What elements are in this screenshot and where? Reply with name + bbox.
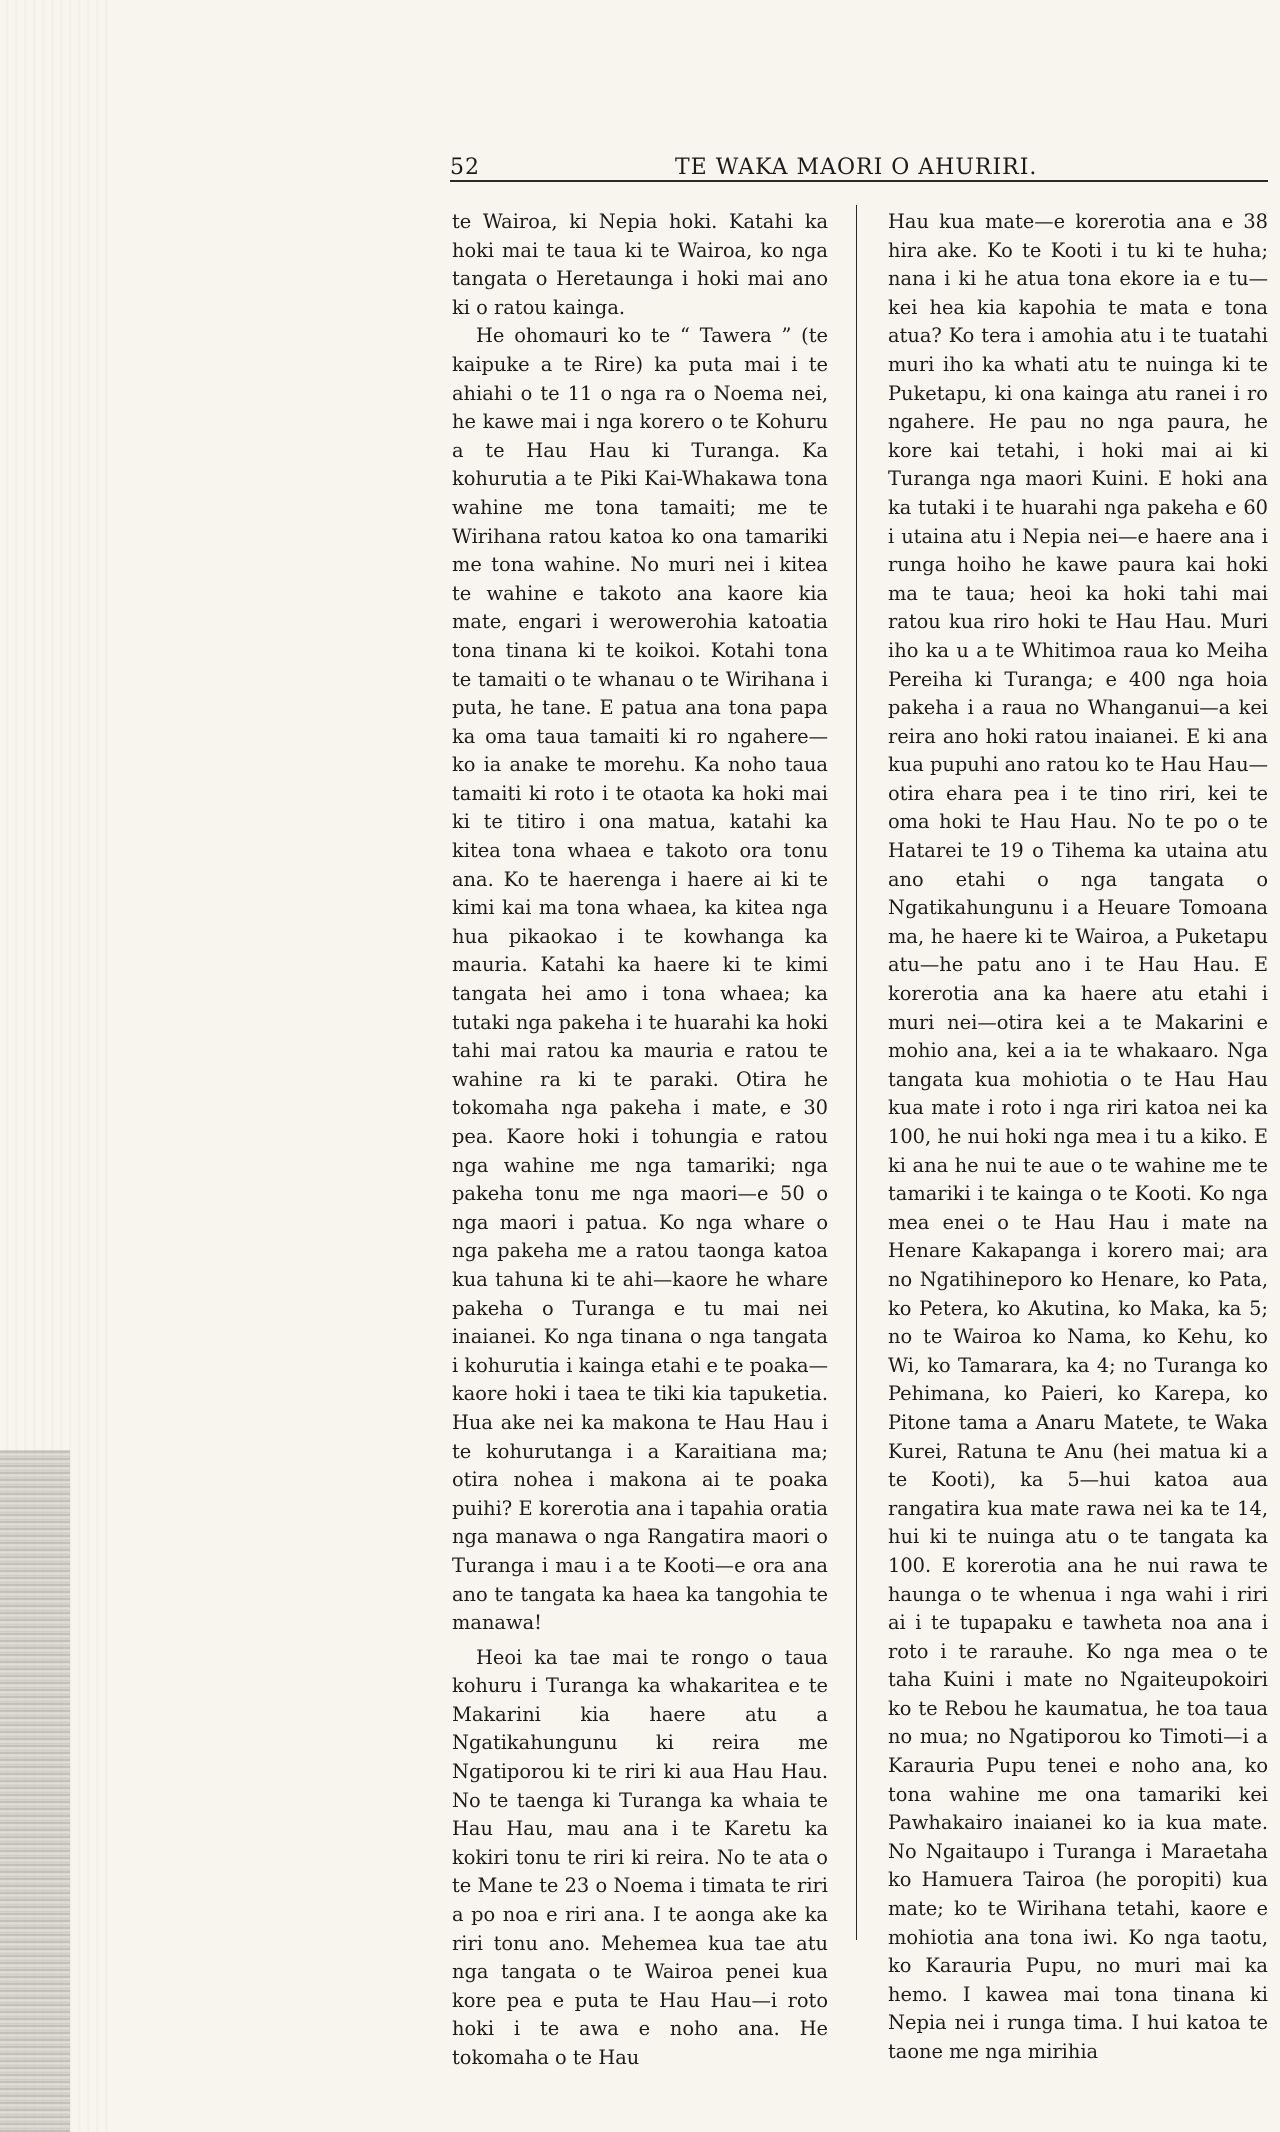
column-divider (856, 205, 857, 1940)
paragraph: te Wairoa, ki Nepia hoki. Katahi ka hoki mai te taua ki te Wairoa, ko nga tangata o Heretaunga i hoki mai ano ki o ratou kainga. (452, 210, 828, 319)
header-rule (450, 180, 1268, 182)
right-column (888, 208, 1268, 2067)
paragraph: He ohomauri ko te “ Tawera ” (te kaipuke a te Rire) ka puta mai i te ahiahi o te 11 o nga ra o Noema nei, he kawe mai i nga korero o te Kohuru a te Hau Hau ki Turanga. Ka kohurutia a te Piki Kai-Whakawa tona wahine me tona tamaiti; me te Wirihana ratou katoa ko ona tamariki me tona wahine. No muri nei i kitea te wahine e takoto ana kaore kia mate, engari i werowerohia katoatia tona tinana ki te koikoi. Kotahi tona te tamaiti o te whanau o te Wirihana i puta, he tane. E patua ana tona papa ka oma taua tamaiti ki ro ngahere—ko ia anake te morehu. Ka noho taua tamaiti ki roto i te otaota ka hoki mai ki te titiro i ona matua, katahi ka kitea tona whaea e takoto ora tonu ana. Ko te haerenga i haere ai ki te kimi kai ma tona whaea, ka kitea nga hua pikaokao i te kowhanga ka mauria. Katahi ka haere ki te kimi tangata hei amo i tona whaea; ka tutaki nga pakeha i te huarahi ka hoki tahi mai ratou ka mauria e ratou te wahine ra ki te paraki. Otira he tokomaha nga pakeha i mate, e 30 pea. Kaore hoki i tohungia e ratou nga wahine me nga tamariki; nga pakeha tonu me nga maori—e 50 o nga maori i patua. Ko nga whare o nga pakeha me a ratou taonga katoa kua tahuna ki te ahi—kaore he whare pakeha o Turanga e tu mai nei inaianei. Ko nga tinana o nga tangata i kohurutia i kainga etahi e te poaka—kaore hoki i taea te tiki kia tapuketia. Hua ake nei ka makona te Hau Hau i te kohurutanga i a Karaitiana ma; otira nohea i makona ai te poaka puihi? E korerotia ana i tapahia oratia nga manawa o nga Rangatira maori o Turanga i mau i a te Kooti—e ora ana ano te tangata ka haea ka tangohia te manawa! (452, 324, 828, 1635)
paragraph: Heoi ka tae mai te rongo o taua kohuru i Turanga ka whakaritea e te Makarini kia haere atu a Ngatikahungunu ki reira me Ngatiporou ki te riri ki aua Hau Hau. No te taenga ki Turanga ka whaia te Hau Hau, mau ana i te Karetu ka kokiri tonu te riri ki reira. No te ata o te Mane te 23 o Noema i timata te riri a po noa e riri ana. I te aonga ake ka riri tonu ano. Mehemea kua tae atu nga tangata o te Wairoa penei kua kore pea e puta te Hau Hau—i roto hoki i te awa e noho ana. He tokomaha o te Hau (452, 1645, 828, 2069)
left-column (452, 208, 828, 2073)
page-number: 52 (450, 155, 480, 180)
running-title: TE WAKA MAORI O AHURIRI. (675, 155, 1038, 180)
paragraph: Hau kua mate—e korerotia ana e 38 hira ake. Ko te Kooti i tu ki te huha; nana i ki he atua tona ekore ia e tu—kei hea kia kapohia te mata e tona atua? Ko tera i amohia atu i te tuatahi muri iho ka whati atu te nuinga ki te Puketapu, ki ona kainga atu ranei i ro ngahere. He pau no nga paura, he kore kai tetahi, i hoki mai ai ki Turanga nga maori Kuini. E hoki ana ka tutaki i te huarahi nga pakeha e 60 i utaina atu i Nepia nei—e haere ana i runga hoiho he kawe paura kai hoki ma te taua; heoi ka hoki tahi mai ratou kua riro hoki te Hau Hau. Muri iho ka u a te Whitimoa raua ko Meiha Pereiha ki Turanga; e 400 nga hoia pakeha i a raua no Whanganui—a kei reira ano hoki ratou inaianei. E ki ana kua pupuhi ano ratou ko te Hau Hau—otira ehara pea i te tino riri, kei te oma hoki te Hau Hau. No te po o te Hatarei te 19 o Tihema ka utaina atu ano etahi o nga tangata o Ngatikahungunu i a Heuare Tomoana ma, he haere ki te Wairoa, a Puketapu atu—he patu ano i te Hau Hau. E korerotia ana ka haere atu etahi i muri nei—otira kei a te Makarini e mohio ana, kei a ia te whakaaro. Nga tangata kua mohiotia o te Hau Hau kua mate i roto i nga riri katoa nei ka 100, he nui hoki nga mea i tu a kiko. E ki ana he nui te aue o te wahine me te tamariki i te kainga o te Kooti. Ko nga mea enei o te Hau Hau i mate na Henare Kakapanga i korero mai; ara no Ngatihineporo ko Henare, ko Pata, ko Petera, ko Akutina, ko Maka, ka 5; no te Wairoa ko Nama, ko Kehu, ko Wi, ko Tamarara, ka 4; no Turanga ko Pehimana, ko Paieri, ko Karepa, ko Pitone tama a Anaru Matete, te Waka Kurei, Ratuna te Anu (hei matua ki a te Kooti), ka 5—hui katoa aua rangatira kua mate rawa nei ka te 14, hui ki te nuinga atu o te tangata ka 100. E korerotia ana he nui rawa te haunga o te whenua i nga wahi i riri ai i te tupapaku e tawheta noa ana i roto i te rarauhe. Ko nga mea o te taha Kuini i mate no Ngaiteupokoiri ko te Rebou he kaumatua, he toa taua no mua; no Ngatiporou ko Timoti—i a Karauria Pupu tenei e noho ana, ko tona wahine me ona tamariki kei Pawhakairo inaianei ko ia kua mate. No Ngaitaupo i Turanga i Maraetaha ko Hamuera Tairoa (he poropiti) kua mate; ko te Wirihana tetahi, kaore e mohiotia ana tona iwi. Ko nga taotu, ko Karauria Pupu, no muri mai ka hemo. I kawea mai tona tinana ki Nepia nei i runga tima. I hui katoa te taone me nga mirihia (888, 210, 1268, 2063)
